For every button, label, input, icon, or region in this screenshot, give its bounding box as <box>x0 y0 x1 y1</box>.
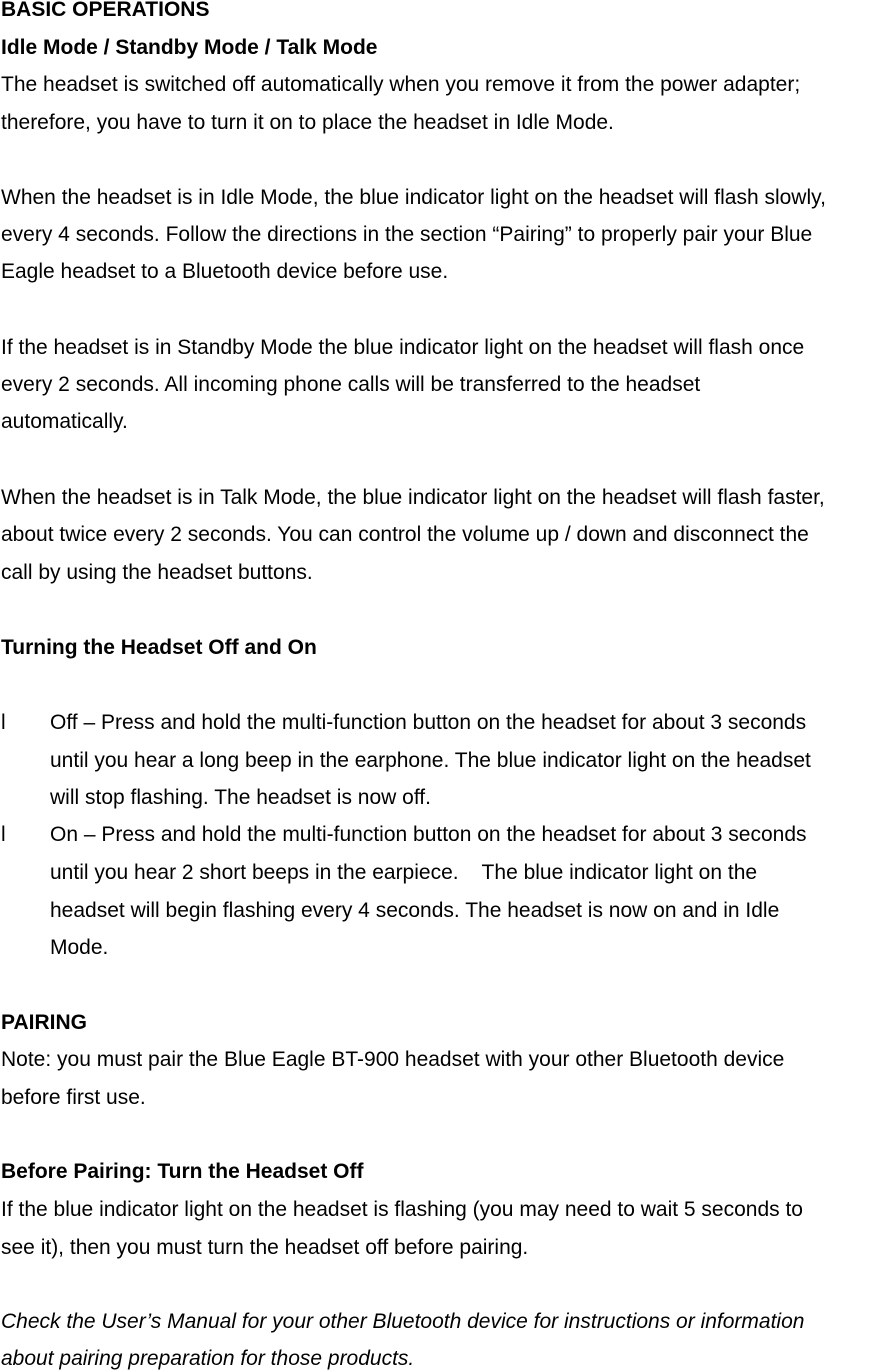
bullet-off-line: Off – Press and hold the multi-function button on the headset for about 3 seconds <box>50 711 807 734</box>
bullet-off-line: will stop flashing. The headset is now off. <box>50 786 431 809</box>
paragraph-line: about twice every 2 seconds. You can control the volume up / down and disconnect the <box>1 523 809 546</box>
paragraph-line: call by using the headset buttons. <box>1 561 313 584</box>
italic-note-line: about pairing preparation for those products. <box>1 1347 415 1370</box>
paragraph-line: therefore, you have to turn it on to place the headset in Idle Mode. <box>1 111 614 134</box>
bullet-on-line: headset will begin flashing every 4 seconds. The headset is now on and in Idle <box>50 899 780 922</box>
bullet-marker: l <box>1 823 6 846</box>
paragraph-line: Eagle headset to a Bluetooth device before use. <box>1 260 449 283</box>
paragraph-line: Note: you must pair the Blue Eagle BT-900 headset with your other Bluetooth device <box>1 1048 785 1071</box>
bullet-on-line: On – Press and hold the multi-function button on the headset for about 3 seconds <box>50 823 807 846</box>
subheading-turning-off-on: Turning the Headset Off and On <box>1 636 317 659</box>
paragraph-line: The headset is switched off automatically when you remove it from the power adapter; <box>1 73 801 96</box>
bullet-off-line: until you hear a long beep in the earphone. The blue indicator light on the headset <box>50 749 811 772</box>
bullet-marker: l <box>1 711 6 734</box>
paragraph-line: see it), then you must turn the headset off before pairing. <box>1 1236 529 1259</box>
paragraph-line: before first use. <box>1 1086 146 1109</box>
paragraph-line: If the blue indicator light on the headset is flashing (you may need to wait 5 seconds to <box>1 1198 803 1221</box>
paragraph-line: When the headset is in Talk Mode, the blue indicator light on the headset will flash faster, <box>1 486 825 509</box>
paragraph-line: If the headset is in Standby Mode the blue indicator light on the headset will flash once <box>1 336 805 359</box>
italic-note-line: Check the User’s Manual for your other Bluetooth device for instructions or information <box>1 1310 805 1333</box>
bullet-on-line: Mode. <box>50 936 109 959</box>
paragraph-line: every 2 seconds. All incoming phone calls will be transferred to the headset <box>1 373 701 396</box>
subheading-before-pairing: Before Pairing: Turn the Headset Off <box>1 1160 364 1183</box>
section-heading-pairing: PAIRING <box>1 1011 87 1034</box>
section-heading-basic-operations: BASIC OPERATIONS <box>1 0 210 21</box>
paragraph-line: When the headset is in Idle Mode, the blue indicator light on the headset will flash slowly, <box>1 186 826 209</box>
subheading-modes: Idle Mode / Standby Mode / Talk Mode <box>1 36 378 59</box>
paragraph-line: every 4 seconds. Follow the directions in the section “Pairing” to properly pair your Blue <box>1 223 813 246</box>
bullet-on-line: until you hear 2 short beeps in the earpiece. The blue indicator light on the <box>50 861 758 884</box>
paragraph-line: automatically. <box>1 410 128 433</box>
